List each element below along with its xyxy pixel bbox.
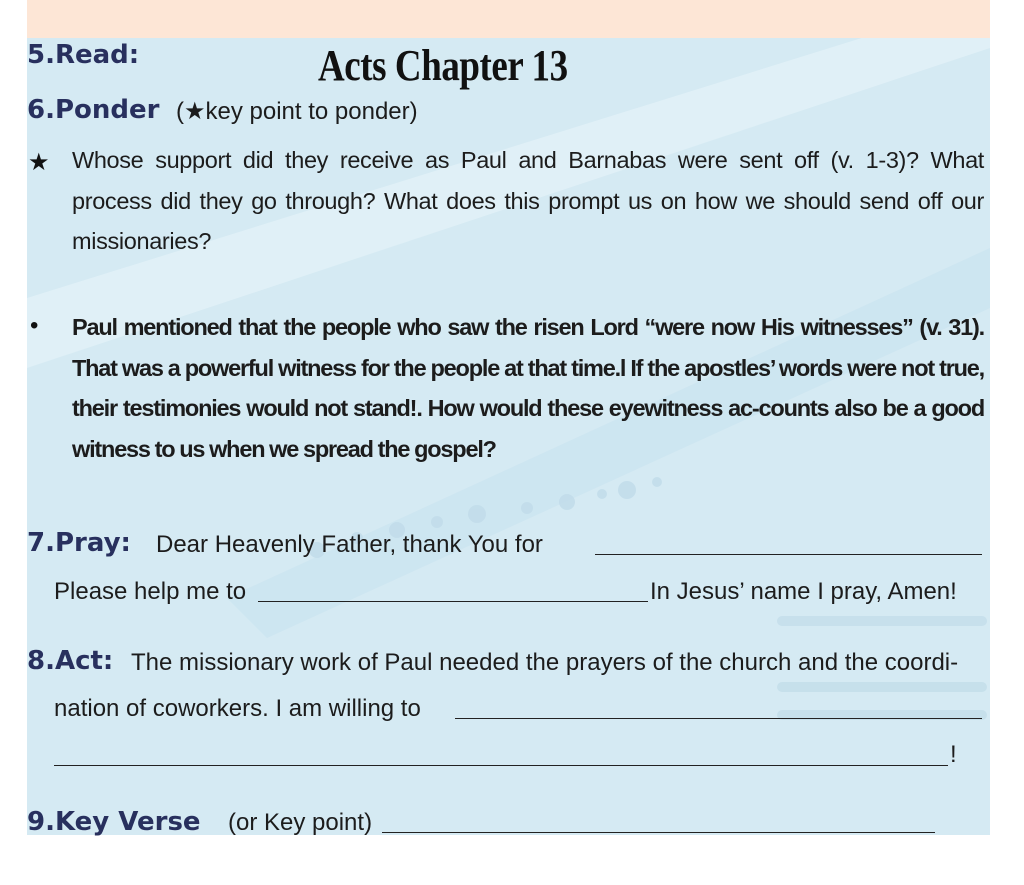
act-text-line-1: The missionary work of Paul needed the prayers of the church and the coordi- — [131, 649, 959, 676]
top-color-band — [27, 0, 990, 38]
pray-heading: 7.Pray: — [27, 528, 131, 558]
act-heading: 8.Act: — [27, 646, 114, 676]
key-verse-note: (or Key point) — [228, 809, 373, 836]
act-end-mark: ! — [950, 741, 957, 768]
star-bullet-icon: ★ — [28, 149, 50, 176]
pray-help-blank[interactable] — [258, 601, 648, 602]
act-continuation-blank[interactable] — [54, 765, 948, 766]
read-heading: 5.Read: — [27, 40, 140, 70]
ponder-question-2: Paul mentioned that the people who saw the risen Lord “were now His witnesses” (v. 31). That was a powerful witness for the people at that time.l If the apostles’ words were not true, their testimonies would not stand!. How would these eyewitness ac-counts also be a good witness to us when we spread the gospel? — [72, 314, 984, 462]
ponder-heading: 6.Ponder — [27, 95, 160, 125]
pray-line-1: Dear Heavenly Father, thank You for — [156, 531, 543, 558]
dot-bullet-icon: • — [30, 312, 39, 339]
key-verse-heading: 9.Key Verse — [27, 807, 201, 837]
act-willing-blank[interactable] — [455, 718, 982, 719]
pray-line-2-end: In Jesus’ name I pray, Amen! — [650, 578, 957, 605]
act-text-line-2: nation of coworkers. I am willing to — [54, 695, 421, 722]
pray-line-2-start: Please help me to — [54, 578, 247, 605]
pray-thanks-blank[interactable] — [595, 554, 982, 555]
chapter-title: Acts Chapter 13 — [318, 41, 568, 90]
key-verse-blank[interactable] — [382, 832, 935, 833]
ponder-question-1: Whose support did they receive as Paul and Barnabas were sent off (v. 1-3)? What process did they go through? What does this prompt us on how we should send off our missionaries? — [72, 147, 984, 254]
ponder-note: (★key point to ponder) — [176, 98, 418, 125]
